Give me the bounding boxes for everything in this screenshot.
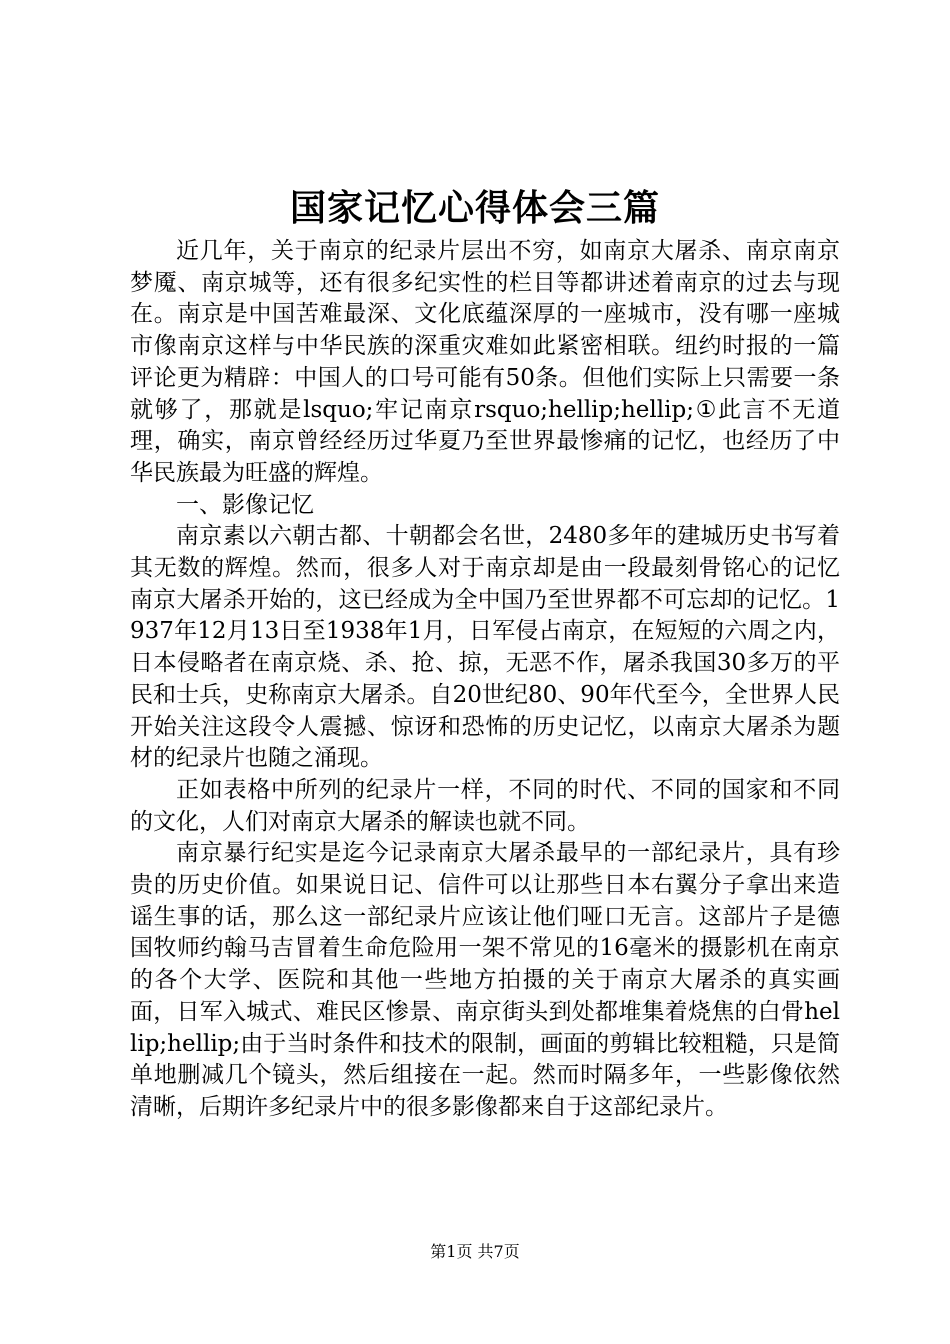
paragraph-table-note: 正如表格中所列的纪录片一样，不同的时代、不同的国家和不同的文化，人们对南京大屠杀的解读也就不同。 <box>130 776 840 835</box>
paragraph-intro: 近几年，关于南京的纪录片层出不穷，如南京大屠杀、南京南京梦魇、南京城等，还有很多纪实性的栏目等都讲述着南京的过去与现在。南京是中国苦难最深、文化底蕴深厚的一座城市，没有哪一座城市像南京这样与中华民族的深重灾难如此紧密相联。纽约时报的一篇评论更为精辟：中国人的口号可能有50条。但他们实际上只需要一条就够了，那就是lsquo;牢记南京rsquo;hellip;hellip;①此言不无道理，确实，南京曾经经历过华夏乃至世界最惨痛的记忆，也经历了中华民族最为旺盛的辉煌。 <box>130 238 840 486</box>
paragraph-documentary: 南京暴行纪实是迄今记录南京大屠杀最早的一部纪录片，具有珍贵的历史价值。如果说日记、信件可以让那些日本右翼分子拿出来造谣生事的话，那么这一部纪录片应该让他们哑口无言。这部片子是德国牧师约翰马吉冒着生命危险用一架不常见的16毫米的摄影机在南京的各个大学、医院和其他一些地方拍摄的关于南京大屠杀的真实画面，日军入城式、难民区惨景、南京街头到处都堆集着烧焦的白骨hellip;hellip;由于当时条件和技术的限制，画面的剪辑比较粗糙，只是简单地删减几个镜头，然后组接在一起。然而时隔多年，一些影像依然清晰，后期许多纪录片中的很多影像都来自于这部纪录片。 <box>130 840 840 1120</box>
document-title: 国家记忆心得体会三篇 <box>289 188 660 229</box>
section-heading-image-memory: 一、影像记忆 <box>176 491 314 518</box>
document-body <box>130 236 840 1124</box>
paragraph-nanjing-history: 南京素以六朝古都、十朝都会名世，2480多年的建城历史书写着其无数的辉煌。然而，很多人对于南京却是由一段最刻骨铭心的记忆南京大屠杀开始的，这已经成为全中国乃至世界都不可忘却的记忆。1937年12月13日至1938年1月，日军侵占南京，在短短的六周之内，日本侵略者在南京烧、杀、抢、掠，无恶不作，屠杀我国30多万的平民和士兵，史称南京大屠杀。自20世纪80、90年代至今，全世界人民开始关注这段令人震撼、惊讶和恐怖的历史记忆，以南京大屠杀为题材的纪录片也随之涌现。 <box>130 523 840 772</box>
page-number-footer: 第1页 共7页 <box>430 1242 520 1261</box>
